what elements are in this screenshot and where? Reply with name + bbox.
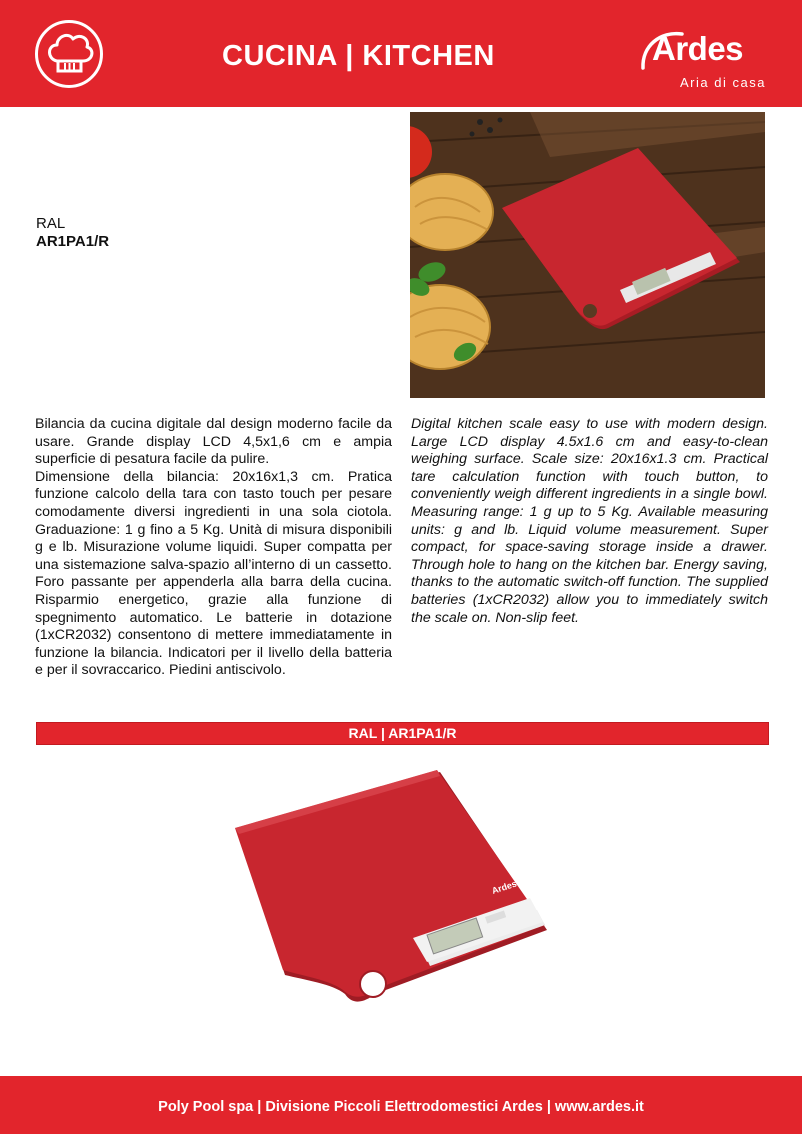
svg-text:Ardes: Ardes [490,878,518,896]
brand-logo [640,26,772,92]
footer-bar [0,1076,802,1134]
chef-hat-icon [35,20,103,88]
product-code-band: RAL | AR1PA1/R [36,722,769,745]
description-english: Digital kitchen scale easy to use with modern design. Large LCD display 4.5x1.6 cm and easy-to-clean weighing surface. Scale size: 20x16x1.3 cm. Practical tare calculation function with touch button, to conveniently weigh different ingredients in a single bowl. Measuring range: 1 g up to 5 Kg. Available measuring units: g and lb. Liquid volume measurement. Super compact, for space-saving storage inside a drawer. Through hole to hang on the kitchen bar. Energy saving, thanks to the automatic switch-off function. The supplied batteries (1xCR2032) allow you to immediately switch the scale on. Non-slip feet. [411,416,768,626]
page-title: CUCINA | KITCHEN [222,40,495,72]
color-code: RAL [36,215,66,232]
product-photo [225,770,570,1020]
header-bar [0,0,802,107]
description-it-paragraph: Bilancia da cucina digitale dal design moderno facile da usare. Grande display LCD 4,5x1,6 cm e ampia superficie di pesatura facile da pulire. [35,416,392,468]
description-italian [35,416,392,680]
brand-tagline: Aria di casa [680,75,766,90]
model-info [36,215,109,251]
footer-text: Poly Pool spa | Divisione Piccoli Elettrodomestici Ardes | www.ardes.it [158,1099,644,1115]
product-code: AR1PA1/R [36,233,110,250]
hero-photo [410,112,765,398]
description-it-paragraph: Dimensione della bilancia: 20x16x1,3 cm. Pratica funzione calcolo della tara con tasto touch per pesare comodamente diversi ingredienti in una sola ciotola. Graduazione: 1 g fino a 5 Kg. Unità di misura disponibili g e lb. Misurazione volume liquidi. Super compatta per una sistemazione salva-spazio all’interno di un cassetto. Foro passante per appenderla alla barra della cucina. Risparmio energetico, grazie alla funzione di spegnimento automatico. Le batterie in dotazione (1xCR2032) consentono di mettere immediatamente in funzione la bilancia. Indicatori per il livello della batteria e per il sovraccarico. Piedini antiscivolo. [35,468,392,679]
brand-name: Ardes [652,30,744,67]
